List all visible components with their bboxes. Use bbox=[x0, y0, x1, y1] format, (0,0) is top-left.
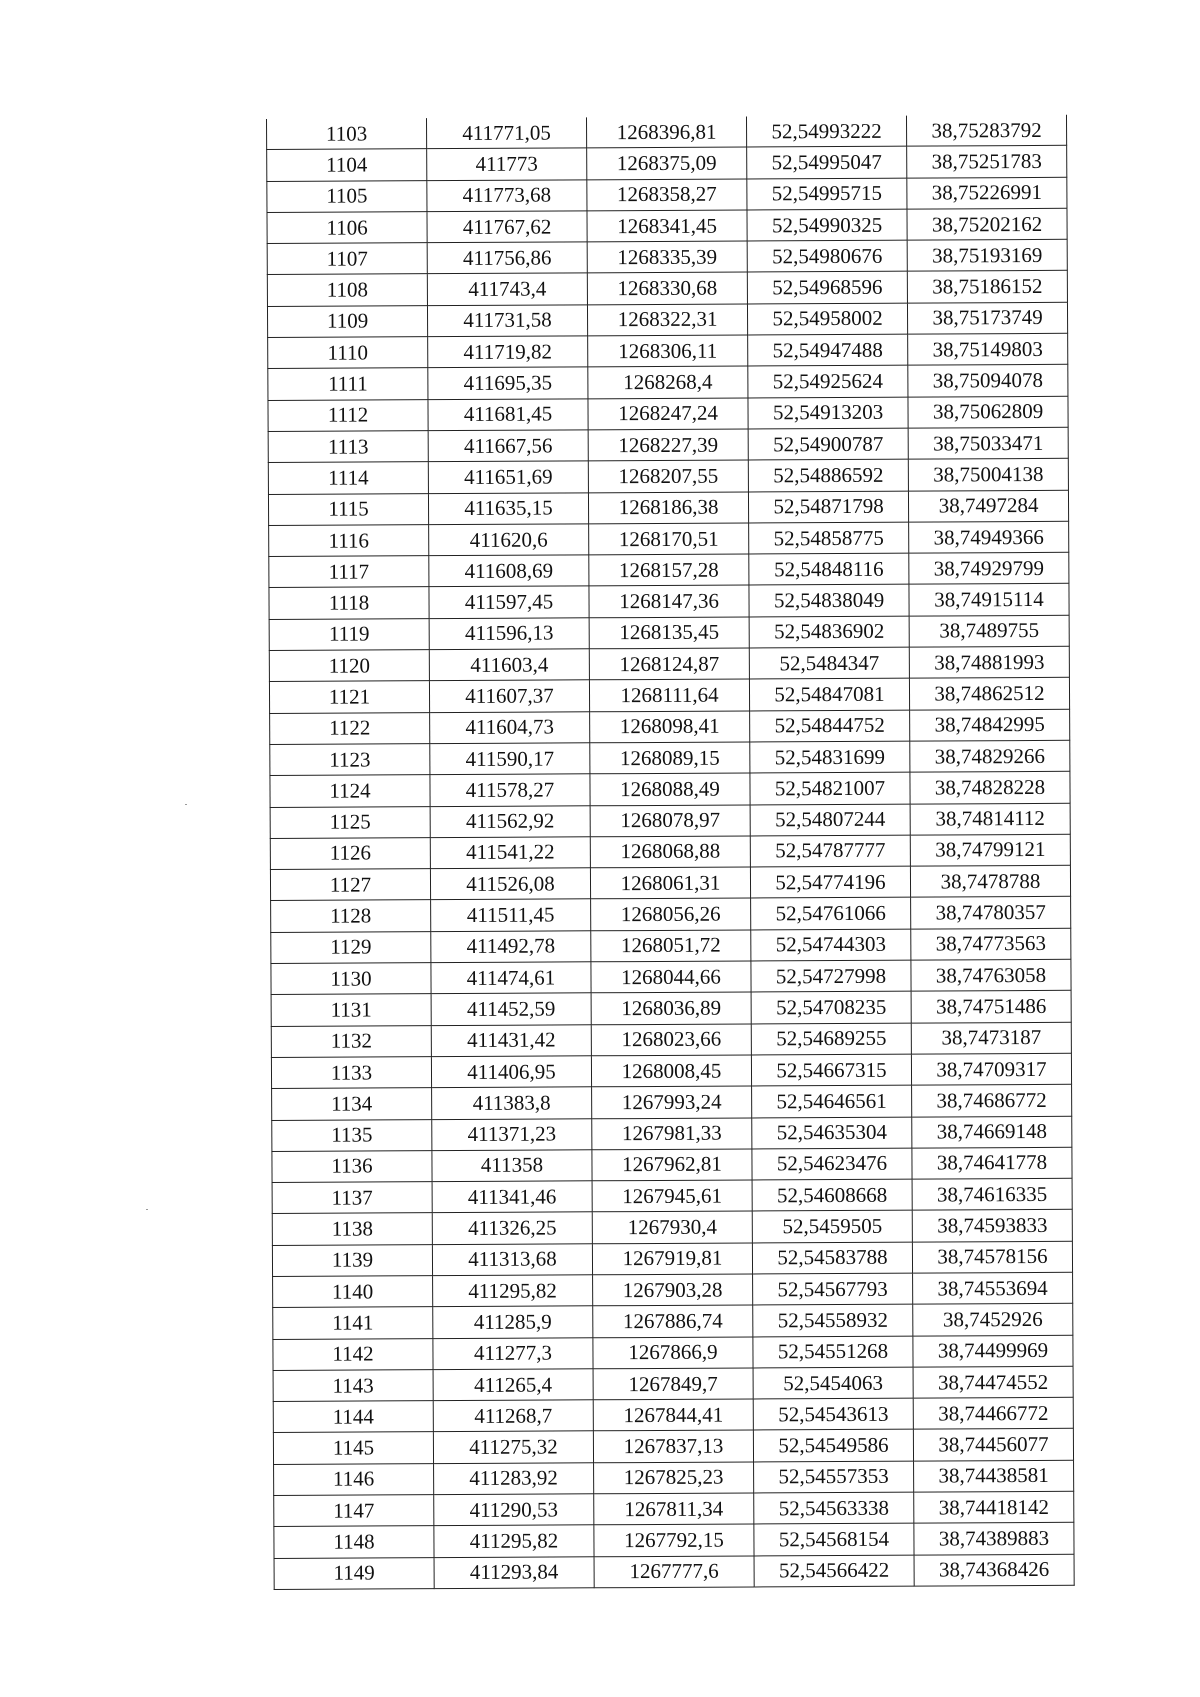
table-row bbox=[270, 834, 1070, 869]
y-coordinate-cell: 1267866,9 bbox=[593, 1337, 753, 1369]
latitude-cell: 52,54566422 bbox=[754, 1555, 914, 1587]
longitude-cell: 38,74686772 bbox=[912, 1084, 1072, 1116]
longitude-cell: 38,74616335 bbox=[912, 1178, 1072, 1210]
x-coordinate-cell: 411406,95 bbox=[431, 1056, 591, 1088]
longitude-cell: 38,74553694 bbox=[913, 1272, 1073, 1304]
longitude-cell: 38,74929799 bbox=[909, 552, 1069, 584]
table-row bbox=[269, 615, 1069, 650]
table-row bbox=[268, 396, 1068, 431]
point-number-cell: 1145 bbox=[273, 1432, 433, 1464]
longitude-cell: 38,74438581 bbox=[914, 1460, 1074, 1492]
latitude-cell: 52,54543613 bbox=[753, 1398, 913, 1430]
longitude-cell: 38,75173749 bbox=[907, 302, 1067, 334]
latitude-cell: 52,54858775 bbox=[749, 522, 909, 554]
table-row bbox=[273, 1366, 1073, 1401]
longitude-cell: 38,74915114 bbox=[909, 584, 1069, 616]
table-row bbox=[269, 678, 1069, 713]
table-row bbox=[270, 772, 1070, 807]
table-row bbox=[274, 1523, 1074, 1558]
table-row bbox=[268, 459, 1068, 494]
table-row bbox=[272, 1116, 1072, 1151]
table-row bbox=[271, 991, 1071, 1026]
latitude-cell: 52,54831699 bbox=[750, 741, 910, 773]
longitude-cell: 38,74389883 bbox=[914, 1523, 1074, 1555]
x-coordinate-cell: 411771,05 bbox=[426, 117, 586, 149]
latitude-cell: 52,54995715 bbox=[747, 178, 907, 210]
point-number-cell: 1131 bbox=[271, 994, 431, 1026]
x-coordinate-cell: 411695,35 bbox=[428, 367, 588, 399]
latitude-cell: 52,5454063 bbox=[753, 1367, 913, 1399]
y-coordinate-cell: 1267844,41 bbox=[593, 1399, 753, 1431]
latitude-cell: 52,54836902 bbox=[749, 616, 909, 648]
point-number-cell: 1139 bbox=[272, 1244, 432, 1276]
x-coordinate-cell: 411295,82 bbox=[433, 1275, 593, 1307]
point-number-cell: 1144 bbox=[273, 1401, 433, 1433]
x-coordinate-cell: 411773 bbox=[427, 148, 587, 180]
y-coordinate-cell: 1268322,31 bbox=[587, 304, 747, 336]
y-coordinate-cell: 1268306,11 bbox=[588, 335, 748, 367]
latitude-cell: 52,54608668 bbox=[752, 1179, 912, 1211]
y-coordinate-cell: 1267919,81 bbox=[592, 1243, 752, 1275]
y-coordinate-cell: 1268088,49 bbox=[590, 773, 750, 805]
point-number-cell: 1130 bbox=[271, 963, 431, 995]
point-number-cell: 1143 bbox=[273, 1370, 433, 1402]
x-coordinate-cell: 411541,22 bbox=[430, 837, 590, 869]
latitude-cell: 52,54947488 bbox=[748, 334, 908, 366]
y-coordinate-cell: 1268068,88 bbox=[590, 836, 750, 868]
y-coordinate-cell: 1268335,39 bbox=[587, 241, 747, 273]
table-row bbox=[271, 1022, 1071, 1057]
longitude-cell: 38,75004138 bbox=[908, 459, 1068, 491]
table-row bbox=[267, 177, 1067, 212]
longitude-cell: 38,74474552 bbox=[913, 1366, 1073, 1398]
longitude-cell: 38,7452926 bbox=[913, 1304, 1073, 1336]
latitude-cell: 52,54583788 bbox=[752, 1242, 912, 1274]
point-number-cell: 1148 bbox=[274, 1526, 434, 1558]
longitude-cell: 38,75226991 bbox=[907, 177, 1067, 209]
table-row bbox=[274, 1554, 1074, 1589]
x-coordinate-cell: 411719,82 bbox=[428, 336, 588, 368]
scan-speck bbox=[146, 1209, 148, 1210]
x-coordinate-cell: 411452,59 bbox=[431, 993, 591, 1025]
coordinates-table-body bbox=[267, 115, 1075, 1590]
longitude-cell: 38,74763058 bbox=[911, 959, 1071, 991]
latitude-cell: 52,54980676 bbox=[747, 240, 907, 272]
x-coordinate-cell: 411275,32 bbox=[433, 1431, 593, 1463]
point-number-cell: 1104 bbox=[267, 149, 427, 181]
latitude-cell: 52,54838049 bbox=[749, 585, 909, 617]
table-row bbox=[273, 1397, 1073, 1432]
point-number-cell: 1118 bbox=[269, 587, 429, 619]
longitude-cell: 38,74418142 bbox=[914, 1491, 1074, 1523]
table-row bbox=[270, 865, 1070, 900]
y-coordinate-cell: 1268111,64 bbox=[589, 679, 749, 711]
x-coordinate-cell: 411607,37 bbox=[429, 680, 589, 712]
y-coordinate-cell: 1268078,97 bbox=[590, 805, 750, 837]
longitude-cell: 38,74829266 bbox=[910, 740, 1070, 772]
table-row bbox=[273, 1335, 1073, 1370]
longitude-cell: 38,74751486 bbox=[911, 991, 1071, 1023]
longitude-cell: 38,74799121 bbox=[910, 834, 1070, 866]
y-coordinate-cell: 1267849,7 bbox=[593, 1368, 753, 1400]
latitude-cell: 52,54844752 bbox=[750, 710, 910, 742]
x-coordinate-cell: 411283,92 bbox=[434, 1463, 594, 1495]
point-number-cell: 1114 bbox=[268, 462, 428, 494]
latitude-cell: 52,54871798 bbox=[748, 491, 908, 523]
point-number-cell: 1108 bbox=[267, 274, 427, 306]
x-coordinate-cell: 411608,69 bbox=[429, 555, 589, 587]
x-coordinate-cell: 411604,73 bbox=[430, 711, 590, 743]
point-number-cell: 1141 bbox=[273, 1307, 433, 1339]
y-coordinate-cell: 1267811,34 bbox=[594, 1493, 754, 1525]
y-coordinate-cell: 1267993,24 bbox=[592, 1086, 752, 1118]
x-coordinate-cell: 411290,53 bbox=[434, 1494, 594, 1526]
y-coordinate-cell: 1267792,15 bbox=[594, 1524, 754, 1556]
table-row bbox=[268, 333, 1068, 368]
table-row bbox=[268, 490, 1068, 525]
longitude-cell: 38,75149803 bbox=[908, 333, 1068, 365]
x-coordinate-cell: 411285,9 bbox=[433, 1306, 593, 1338]
point-number-cell: 1120 bbox=[269, 650, 429, 682]
table-row bbox=[271, 1053, 1071, 1088]
longitude-cell: 38,74456077 bbox=[913, 1429, 1073, 1461]
latitude-cell: 52,54551268 bbox=[753, 1336, 913, 1368]
point-number-cell: 1138 bbox=[272, 1213, 432, 1245]
x-coordinate-cell: 411767,62 bbox=[427, 211, 587, 243]
point-number-cell: 1107 bbox=[267, 243, 427, 275]
x-coordinate-cell: 411590,17 bbox=[430, 743, 590, 775]
longitude-cell: 38,75283792 bbox=[906, 115, 1066, 147]
y-coordinate-cell: 1268207,55 bbox=[588, 460, 748, 492]
x-coordinate-cell: 411526,08 bbox=[430, 868, 590, 900]
y-coordinate-cell: 1267903,28 bbox=[593, 1274, 753, 1306]
y-coordinate-cell: 1268341,45 bbox=[587, 210, 747, 242]
table-row bbox=[272, 1210, 1072, 1245]
x-coordinate-cell: 411681,45 bbox=[428, 398, 588, 430]
y-coordinate-cell: 1268268,4 bbox=[588, 366, 748, 398]
longitude-cell: 38,7489755 bbox=[909, 615, 1069, 647]
point-number-cell: 1129 bbox=[271, 931, 431, 963]
latitude-cell: 52,5459505 bbox=[752, 1211, 912, 1243]
point-number-cell: 1123 bbox=[270, 744, 430, 776]
point-number-cell: 1115 bbox=[268, 493, 428, 525]
table-row bbox=[267, 146, 1067, 181]
table-row bbox=[272, 1178, 1072, 1213]
table-row bbox=[272, 1147, 1072, 1182]
point-number-cell: 1149 bbox=[274, 1557, 434, 1589]
point-number-cell: 1112 bbox=[268, 399, 428, 431]
x-coordinate-cell: 411597,45 bbox=[429, 586, 589, 618]
y-coordinate-cell: 1268358,27 bbox=[587, 179, 747, 211]
y-coordinate-cell: 1268147,36 bbox=[589, 585, 749, 617]
y-coordinate-cell: 1268227,39 bbox=[588, 429, 748, 461]
point-number-cell: 1111 bbox=[268, 368, 428, 400]
table-row bbox=[273, 1304, 1073, 1339]
longitude-cell: 38,7497284 bbox=[908, 490, 1068, 522]
latitude-cell: 52,54549586 bbox=[753, 1430, 913, 1462]
point-number-cell: 1110 bbox=[268, 337, 428, 369]
y-coordinate-cell: 1268375,09 bbox=[587, 147, 747, 179]
longitude-cell: 38,74499969 bbox=[913, 1335, 1073, 1367]
point-number-cell: 1133 bbox=[271, 1057, 431, 1089]
x-coordinate-cell: 411371,23 bbox=[432, 1118, 592, 1150]
table-row bbox=[270, 803, 1070, 838]
latitude-cell: 52,54635304 bbox=[752, 1117, 912, 1149]
latitude-cell: 52,5484347 bbox=[749, 647, 909, 679]
table-row bbox=[274, 1491, 1074, 1526]
y-coordinate-cell: 1267945,61 bbox=[592, 1180, 752, 1212]
table-row bbox=[272, 1241, 1072, 1276]
x-coordinate-cell: 411492,78 bbox=[431, 931, 591, 963]
point-number-cell: 1117 bbox=[269, 556, 429, 588]
y-coordinate-cell: 1268135,45 bbox=[589, 617, 749, 649]
longitude-cell: 38,74780357 bbox=[911, 897, 1071, 929]
longitude-cell: 38,75251783 bbox=[907, 146, 1067, 178]
longitude-cell: 38,75062809 bbox=[908, 396, 1068, 428]
scan-speck bbox=[185, 804, 187, 805]
longitude-cell: 38,75193169 bbox=[907, 239, 1067, 271]
point-number-cell: 1140 bbox=[273, 1276, 433, 1308]
latitude-cell: 52,54925624 bbox=[748, 366, 908, 398]
y-coordinate-cell: 1268044,66 bbox=[591, 961, 751, 993]
point-number-cell: 1109 bbox=[267, 305, 427, 337]
table-row bbox=[267, 271, 1067, 306]
longitude-cell: 38,74842995 bbox=[910, 709, 1070, 741]
y-coordinate-cell: 1267962,81 bbox=[592, 1149, 752, 1181]
latitude-cell: 52,54821007 bbox=[750, 772, 910, 804]
latitude-cell: 52,54568154 bbox=[754, 1523, 914, 1555]
longitude-cell: 38,7478788 bbox=[910, 865, 1070, 897]
x-coordinate-cell: 411295,82 bbox=[434, 1525, 594, 1557]
y-coordinate-cell: 1268396,81 bbox=[586, 116, 746, 148]
y-coordinate-cell: 1268098,41 bbox=[590, 711, 750, 743]
latitude-cell: 52,54807244 bbox=[750, 804, 910, 836]
point-number-cell: 1119 bbox=[269, 618, 429, 650]
table-row bbox=[270, 709, 1070, 744]
longitude-cell: 38,74773563 bbox=[911, 928, 1071, 960]
latitude-cell: 52,54787777 bbox=[750, 835, 910, 867]
longitude-cell: 38,74368426 bbox=[914, 1554, 1074, 1586]
latitude-cell: 52,54708235 bbox=[751, 991, 911, 1023]
table-row bbox=[273, 1429, 1073, 1464]
latitude-cell: 52,54727998 bbox=[751, 960, 911, 992]
latitude-cell: 52,54761066 bbox=[751, 898, 911, 930]
x-coordinate-cell: 411265,4 bbox=[433, 1369, 593, 1401]
point-number-cell: 1135 bbox=[272, 1119, 432, 1151]
y-coordinate-cell: 1268247,24 bbox=[588, 398, 748, 430]
longitude-cell: 38,74862512 bbox=[909, 678, 1069, 710]
y-coordinate-cell: 1268036,89 bbox=[591, 992, 751, 1024]
latitude-cell: 52,54900787 bbox=[748, 428, 908, 460]
point-number-cell: 1103 bbox=[267, 118, 427, 150]
latitude-cell: 52,54993222 bbox=[746, 116, 906, 148]
latitude-cell: 52,54563338 bbox=[754, 1492, 914, 1524]
longitude-cell: 38,75094078 bbox=[908, 365, 1068, 397]
y-coordinate-cell: 1268056,26 bbox=[591, 898, 751, 930]
table-row bbox=[267, 208, 1067, 243]
latitude-cell: 52,54886592 bbox=[748, 459, 908, 491]
y-coordinate-cell: 1268051,72 bbox=[591, 930, 751, 962]
y-coordinate-cell: 1268186,38 bbox=[588, 492, 748, 524]
longitude-cell: 38,74814112 bbox=[910, 803, 1070, 835]
table-row bbox=[269, 584, 1069, 619]
y-coordinate-cell: 1268330,68 bbox=[587, 272, 747, 304]
point-number-cell: 1126 bbox=[270, 837, 430, 869]
x-coordinate-cell: 411326,25 bbox=[432, 1212, 592, 1244]
latitude-cell: 52,54913203 bbox=[748, 397, 908, 429]
y-coordinate-cell: 1268157,28 bbox=[589, 554, 749, 586]
point-number-cell: 1142 bbox=[273, 1338, 433, 1370]
table-row bbox=[268, 365, 1068, 400]
point-number-cell: 1127 bbox=[270, 869, 430, 901]
longitude-cell: 38,74669148 bbox=[912, 1116, 1072, 1148]
latitude-cell: 52,54958002 bbox=[747, 303, 907, 335]
point-number-cell: 1122 bbox=[270, 712, 430, 744]
x-coordinate-cell: 411383,8 bbox=[432, 1087, 592, 1119]
table-row bbox=[267, 239, 1067, 274]
y-coordinate-cell: 1267837,13 bbox=[593, 1430, 753, 1462]
x-coordinate-cell: 411431,42 bbox=[431, 1024, 591, 1056]
table-row bbox=[269, 521, 1069, 556]
x-coordinate-cell: 411313,68 bbox=[432, 1243, 592, 1275]
latitude-cell: 52,54990325 bbox=[747, 209, 907, 241]
x-coordinate-cell: 411773,68 bbox=[427, 179, 587, 211]
y-coordinate-cell: 1267886,74 bbox=[593, 1305, 753, 1337]
table-row bbox=[267, 302, 1067, 337]
latitude-cell: 52,54847081 bbox=[749, 678, 909, 710]
table-row bbox=[272, 1084, 1072, 1119]
longitude-cell: 38,7473187 bbox=[911, 1022, 1071, 1054]
longitude-cell: 38,74593833 bbox=[912, 1210, 1072, 1242]
longitude-cell: 38,74949366 bbox=[909, 521, 1069, 553]
latitude-cell: 52,54744303 bbox=[751, 929, 911, 961]
y-coordinate-cell: 1268023,66 bbox=[591, 1024, 751, 1056]
table-row bbox=[271, 928, 1071, 963]
latitude-cell: 52,54774196 bbox=[750, 866, 910, 898]
latitude-cell: 52,54689255 bbox=[751, 1023, 911, 1055]
x-coordinate-cell: 411620,6 bbox=[429, 524, 589, 556]
y-coordinate-cell: 1267981,33 bbox=[592, 1117, 752, 1149]
y-coordinate-cell: 1268089,15 bbox=[590, 742, 750, 774]
point-number-cell: 1121 bbox=[269, 681, 429, 713]
x-coordinate-cell: 411731,58 bbox=[427, 305, 587, 337]
table-row bbox=[267, 115, 1067, 150]
longitude-cell: 38,74828228 bbox=[910, 772, 1070, 804]
x-coordinate-cell: 411293,84 bbox=[434, 1556, 594, 1588]
longitude-cell: 38,74641778 bbox=[912, 1147, 1072, 1179]
x-coordinate-cell: 411562,92 bbox=[430, 805, 590, 837]
point-number-cell: 1136 bbox=[272, 1150, 432, 1182]
table-row bbox=[271, 897, 1071, 932]
point-number-cell: 1128 bbox=[271, 900, 431, 932]
table-row bbox=[269, 552, 1069, 587]
point-number-cell: 1105 bbox=[267, 180, 427, 212]
x-coordinate-cell: 411596,13 bbox=[429, 618, 589, 650]
x-coordinate-cell: 411358 bbox=[432, 1150, 592, 1182]
y-coordinate-cell: 1267777,6 bbox=[594, 1556, 754, 1588]
latitude-cell: 52,54623476 bbox=[752, 1148, 912, 1180]
point-number-cell: 1146 bbox=[274, 1463, 434, 1495]
x-coordinate-cell: 411341,46 bbox=[432, 1181, 592, 1213]
y-coordinate-cell: 1267825,23 bbox=[594, 1462, 754, 1494]
table-row bbox=[271, 959, 1071, 994]
point-number-cell: 1137 bbox=[272, 1182, 432, 1214]
longitude-cell: 38,74881993 bbox=[909, 646, 1069, 678]
longitude-cell: 38,75033471 bbox=[908, 427, 1068, 459]
latitude-cell: 52,54995047 bbox=[747, 146, 907, 178]
longitude-cell: 38,75186152 bbox=[907, 271, 1067, 303]
point-number-cell: 1147 bbox=[274, 1495, 434, 1527]
y-coordinate-cell: 1268061,31 bbox=[590, 867, 750, 899]
y-coordinate-cell: 1268170,51 bbox=[589, 523, 749, 555]
y-coordinate-cell: 1267930,4 bbox=[592, 1211, 752, 1243]
point-number-cell: 1125 bbox=[270, 806, 430, 838]
x-coordinate-cell: 411277,3 bbox=[433, 1337, 593, 1369]
point-number-cell: 1113 bbox=[268, 431, 428, 463]
x-coordinate-cell: 411578,27 bbox=[430, 774, 590, 806]
latitude-cell: 52,54558932 bbox=[753, 1304, 913, 1336]
point-number-cell: 1134 bbox=[272, 1088, 432, 1120]
y-coordinate-cell: 1268124,87 bbox=[589, 648, 749, 680]
x-coordinate-cell: 411743,4 bbox=[427, 273, 587, 305]
table-row bbox=[270, 740, 1070, 775]
longitude-cell: 38,74466772 bbox=[913, 1397, 1073, 1429]
table-row bbox=[268, 427, 1068, 462]
point-number-cell: 1106 bbox=[267, 212, 427, 244]
point-number-cell: 1116 bbox=[269, 525, 429, 557]
x-coordinate-cell: 411635,15 bbox=[428, 492, 588, 524]
point-number-cell: 1132 bbox=[271, 1025, 431, 1057]
latitude-cell: 52,54667315 bbox=[751, 1054, 911, 1086]
latitude-cell: 52,54968596 bbox=[747, 272, 907, 304]
x-coordinate-cell: 411511,45 bbox=[431, 899, 591, 931]
longitude-cell: 38,74578156 bbox=[912, 1241, 1072, 1273]
x-coordinate-cell: 411756,86 bbox=[427, 242, 587, 274]
x-coordinate-cell: 411474,61 bbox=[431, 962, 591, 994]
x-coordinate-cell: 411603,4 bbox=[429, 649, 589, 681]
table-row bbox=[269, 646, 1069, 681]
x-coordinate-cell: 411667,56 bbox=[428, 430, 588, 462]
table-row bbox=[274, 1460, 1074, 1495]
point-number-cell: 1124 bbox=[270, 775, 430, 807]
x-coordinate-cell: 411651,69 bbox=[428, 461, 588, 493]
latitude-cell: 52,54848116 bbox=[749, 553, 909, 585]
longitude-cell: 38,74709317 bbox=[911, 1053, 1071, 1085]
latitude-cell: 52,54557353 bbox=[754, 1461, 914, 1493]
x-coordinate-cell: 411268,7 bbox=[433, 1400, 593, 1432]
latitude-cell: 52,54646561 bbox=[752, 1085, 912, 1117]
latitude-cell: 52,54567793 bbox=[753, 1273, 913, 1305]
y-coordinate-cell: 1268008,45 bbox=[591, 1055, 751, 1087]
longitude-cell: 38,75202162 bbox=[907, 208, 1067, 240]
table-row bbox=[273, 1272, 1073, 1307]
coordinates-table bbox=[266, 115, 1075, 1590]
